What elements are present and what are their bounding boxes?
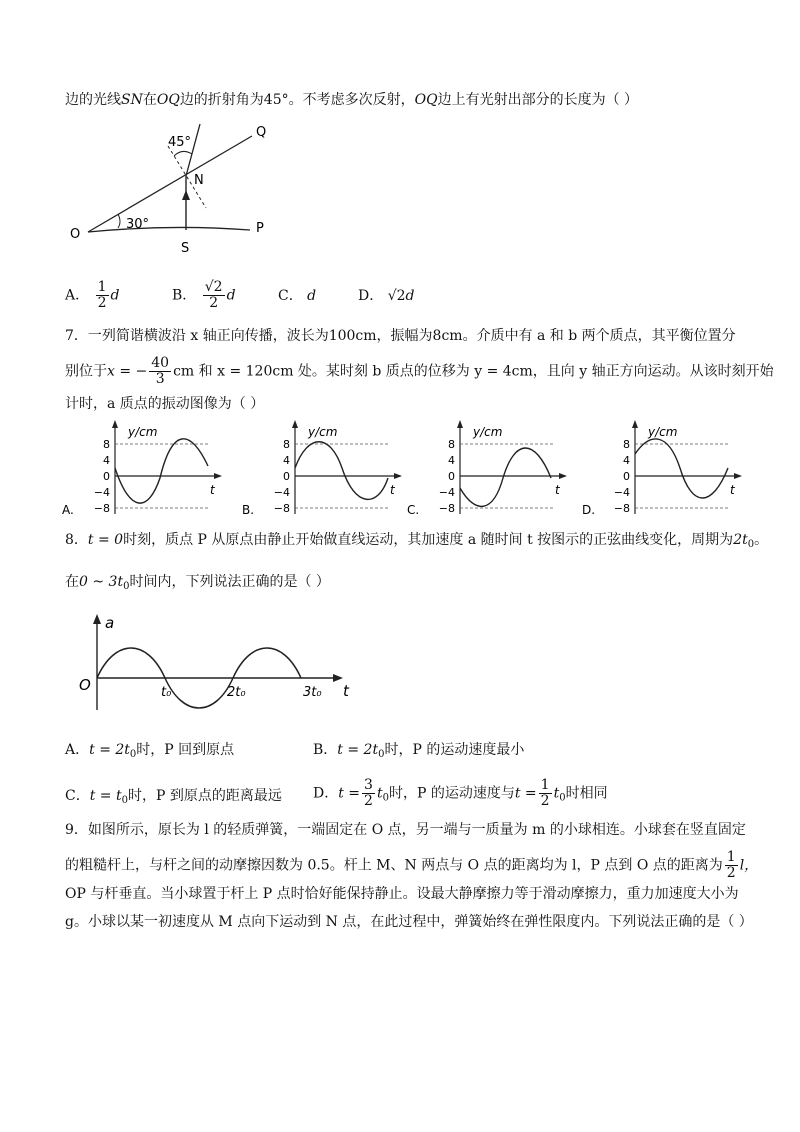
vibration-curve bbox=[115, 439, 208, 503]
y-tick: 4 bbox=[103, 454, 110, 467]
q9-stem-line2: 的粗糙杆上，与杆之间的动摩擦因数为 0.5。杆上 M、N 两点与 O 点的距离均为 l，P 点到 O 点的距离为 $\frac{1}{2}$ l， bbox=[65, 849, 759, 881]
y-tick: 0 bbox=[283, 470, 290, 483]
vibration-curve bbox=[460, 448, 551, 506]
y-tick: −4 bbox=[273, 486, 290, 499]
q6-option-b[interactable]: B． $\frac{√2}{2}$ d bbox=[172, 279, 236, 311]
q9-stem-line1: 9．如图所示，原长为 l 的轻质弹簧，一端固定在 O 点，另一端与一质量为 m 的小球相连。小球套在竖直固定 bbox=[65, 822, 746, 838]
angle-45-arc bbox=[174, 151, 192, 156]
q7-graph-d[interactable] bbox=[580, 418, 745, 518]
q6-option-c[interactable]: C． d bbox=[278, 288, 317, 304]
y-tick: 0 bbox=[623, 470, 630, 483]
y-tick: 4 bbox=[448, 454, 455, 467]
y-tick: −4 bbox=[438, 486, 455, 499]
q8-t1: t₀ bbox=[161, 685, 172, 700]
q8-stem-line2: 在0 ~ $3t_0$时间内，下列说法正确的是（ ） bbox=[65, 574, 330, 592]
q9-stem-line4: g。小球以某一初速度从 M 点向下运动到 N 点，在此过程中，弹簧始终在弹性限度内。下列说法正确的是（ ） bbox=[65, 914, 753, 930]
y-tick: −8 bbox=[273, 502, 290, 515]
y-arrow bbox=[112, 420, 118, 428]
y-tick: 0 bbox=[103, 470, 110, 483]
y-tick: −4 bbox=[613, 486, 630, 499]
x-arrow bbox=[394, 473, 402, 479]
frac: $\frac{3}{2}$ bbox=[364, 777, 373, 809]
x-label: t bbox=[730, 483, 735, 497]
option-label: B. bbox=[242, 503, 255, 517]
frac: $\frac{√2}{2}$ bbox=[204, 279, 223, 311]
y-tick: 8 bbox=[103, 438, 110, 451]
q8-stem-line1: 8．t = 0时刻，质点 P 从原点由静止开始做直线运动，其加速度 a 随时间 t 按图示的正弦曲线变化，周期为$2t_0$。 bbox=[65, 532, 769, 550]
vibration-curve bbox=[635, 439, 728, 498]
y-label: y/cm bbox=[128, 425, 158, 439]
q8-y-label: a bbox=[105, 614, 115, 632]
op-edge bbox=[88, 227, 250, 232]
q9-stem-line3: OP 与杆垂直。当小球置于杆上 P 点时恰好能保持静止。设最大静摩擦力等于滑动摩擦力，重力加速度大小为 bbox=[65, 886, 739, 902]
y-tick: −8 bbox=[438, 502, 455, 515]
q8-origin: O bbox=[79, 676, 91, 694]
q6-option-a[interactable]: A． $\frac{1}{2}$ d bbox=[65, 279, 120, 311]
label-o: O bbox=[70, 227, 81, 242]
label-n: N bbox=[194, 173, 204, 188]
y-tick: −4 bbox=[93, 486, 110, 499]
option-label: A. bbox=[62, 503, 74, 517]
q8-option-b[interactable]: B．$t = 2t_0$时，P 的运动速度最小 bbox=[313, 742, 525, 760]
y-tick: 0 bbox=[448, 470, 455, 483]
x-label: t bbox=[390, 483, 395, 497]
frac: $\frac{40}{3}$ bbox=[151, 355, 170, 387]
x-arrow bbox=[559, 473, 567, 479]
vibration-curve bbox=[295, 442, 388, 500]
angle-45: 45° bbox=[168, 135, 192, 150]
q8-option-d[interactable]: D．t = $\frac{3}{2}$ $t_0$时，P 的运动速度与t = $\frac{1}{2}$ $t_0$时相同 bbox=[313, 777, 608, 809]
y-tick: 4 bbox=[623, 454, 630, 467]
y-tick: 4 bbox=[283, 454, 290, 467]
ray-arrow bbox=[182, 190, 190, 200]
label-s: S bbox=[181, 241, 190, 256]
frac: $\frac{1}{2}$ bbox=[726, 849, 736, 881]
x-label: t bbox=[210, 483, 215, 497]
y-tick: 8 bbox=[283, 438, 290, 451]
y-tick: 8 bbox=[448, 438, 455, 451]
frac: $\frac{1}{2}$ bbox=[540, 777, 550, 809]
q8-x-arrow bbox=[333, 674, 343, 682]
q6-stem-line: 边的光线SN在OQ边的折射角为45°。不考虑多次反射，OQ边上有光射出部分的长度为（ ） bbox=[65, 92, 639, 108]
q8-acceleration-graph bbox=[75, 610, 365, 720]
q7-stem-line3: 计时，a 质点的振动图像为（ ） bbox=[65, 396, 265, 412]
y-label: y/cm bbox=[473, 425, 503, 439]
y-arrow bbox=[632, 420, 638, 428]
q7-graph-c[interactable] bbox=[405, 418, 570, 518]
q7-stem-line2: 别位于x = − $\frac{40}{3}$ cm 和 x = 120cm 处。某时刻 b 质点的位移为 y = 4cm，且向 y 轴正方向运动。从该时刻开始 bbox=[65, 355, 774, 387]
q8-t2: 2t₀ bbox=[227, 685, 246, 700]
y-arrow bbox=[457, 420, 463, 428]
frac: $\frac{1}{2}$ bbox=[97, 279, 107, 311]
q8-t3: 3t₀ bbox=[303, 685, 322, 700]
q8-x-label: t bbox=[343, 682, 349, 700]
q7-graph-a[interactable] bbox=[60, 418, 225, 518]
x-arrow bbox=[214, 473, 222, 479]
option-label: D. bbox=[582, 503, 596, 517]
oq-edge bbox=[88, 136, 252, 232]
option-label: C. bbox=[407, 503, 420, 517]
q6-refraction-figure bbox=[60, 118, 290, 258]
y-tick: −8 bbox=[613, 502, 630, 515]
q8-option-a[interactable]: A．$t = 2t_0$时，P 回到原点 bbox=[65, 742, 235, 760]
x-label: t bbox=[555, 483, 560, 497]
y-label: y/cm bbox=[648, 425, 678, 439]
y-arrow bbox=[292, 420, 298, 428]
label-q: Q bbox=[256, 125, 267, 140]
angle-30: 30° bbox=[126, 217, 150, 232]
q8-y-arrow bbox=[93, 614, 101, 624]
label-p: P bbox=[256, 221, 264, 236]
x-arrow bbox=[734, 473, 742, 479]
q7-stem-line1: 7．一列简谐横波沿 x 轴正向传播，波长为100cm，振幅为8cm。介质中有 a 和 b 两个质点，其平衡位置分 bbox=[65, 328, 736, 344]
y-tick: −8 bbox=[93, 502, 110, 515]
angle-30-arc bbox=[118, 214, 120, 228]
y-tick: 8 bbox=[623, 438, 630, 451]
y-label: y/cm bbox=[308, 425, 338, 439]
q8-option-c[interactable]: C．$t = t_0$时，P 到原点的距离最远 bbox=[65, 788, 282, 806]
q7-graph-b[interactable] bbox=[240, 418, 405, 518]
q6-option-d[interactable]: D． √2d bbox=[358, 288, 415, 304]
